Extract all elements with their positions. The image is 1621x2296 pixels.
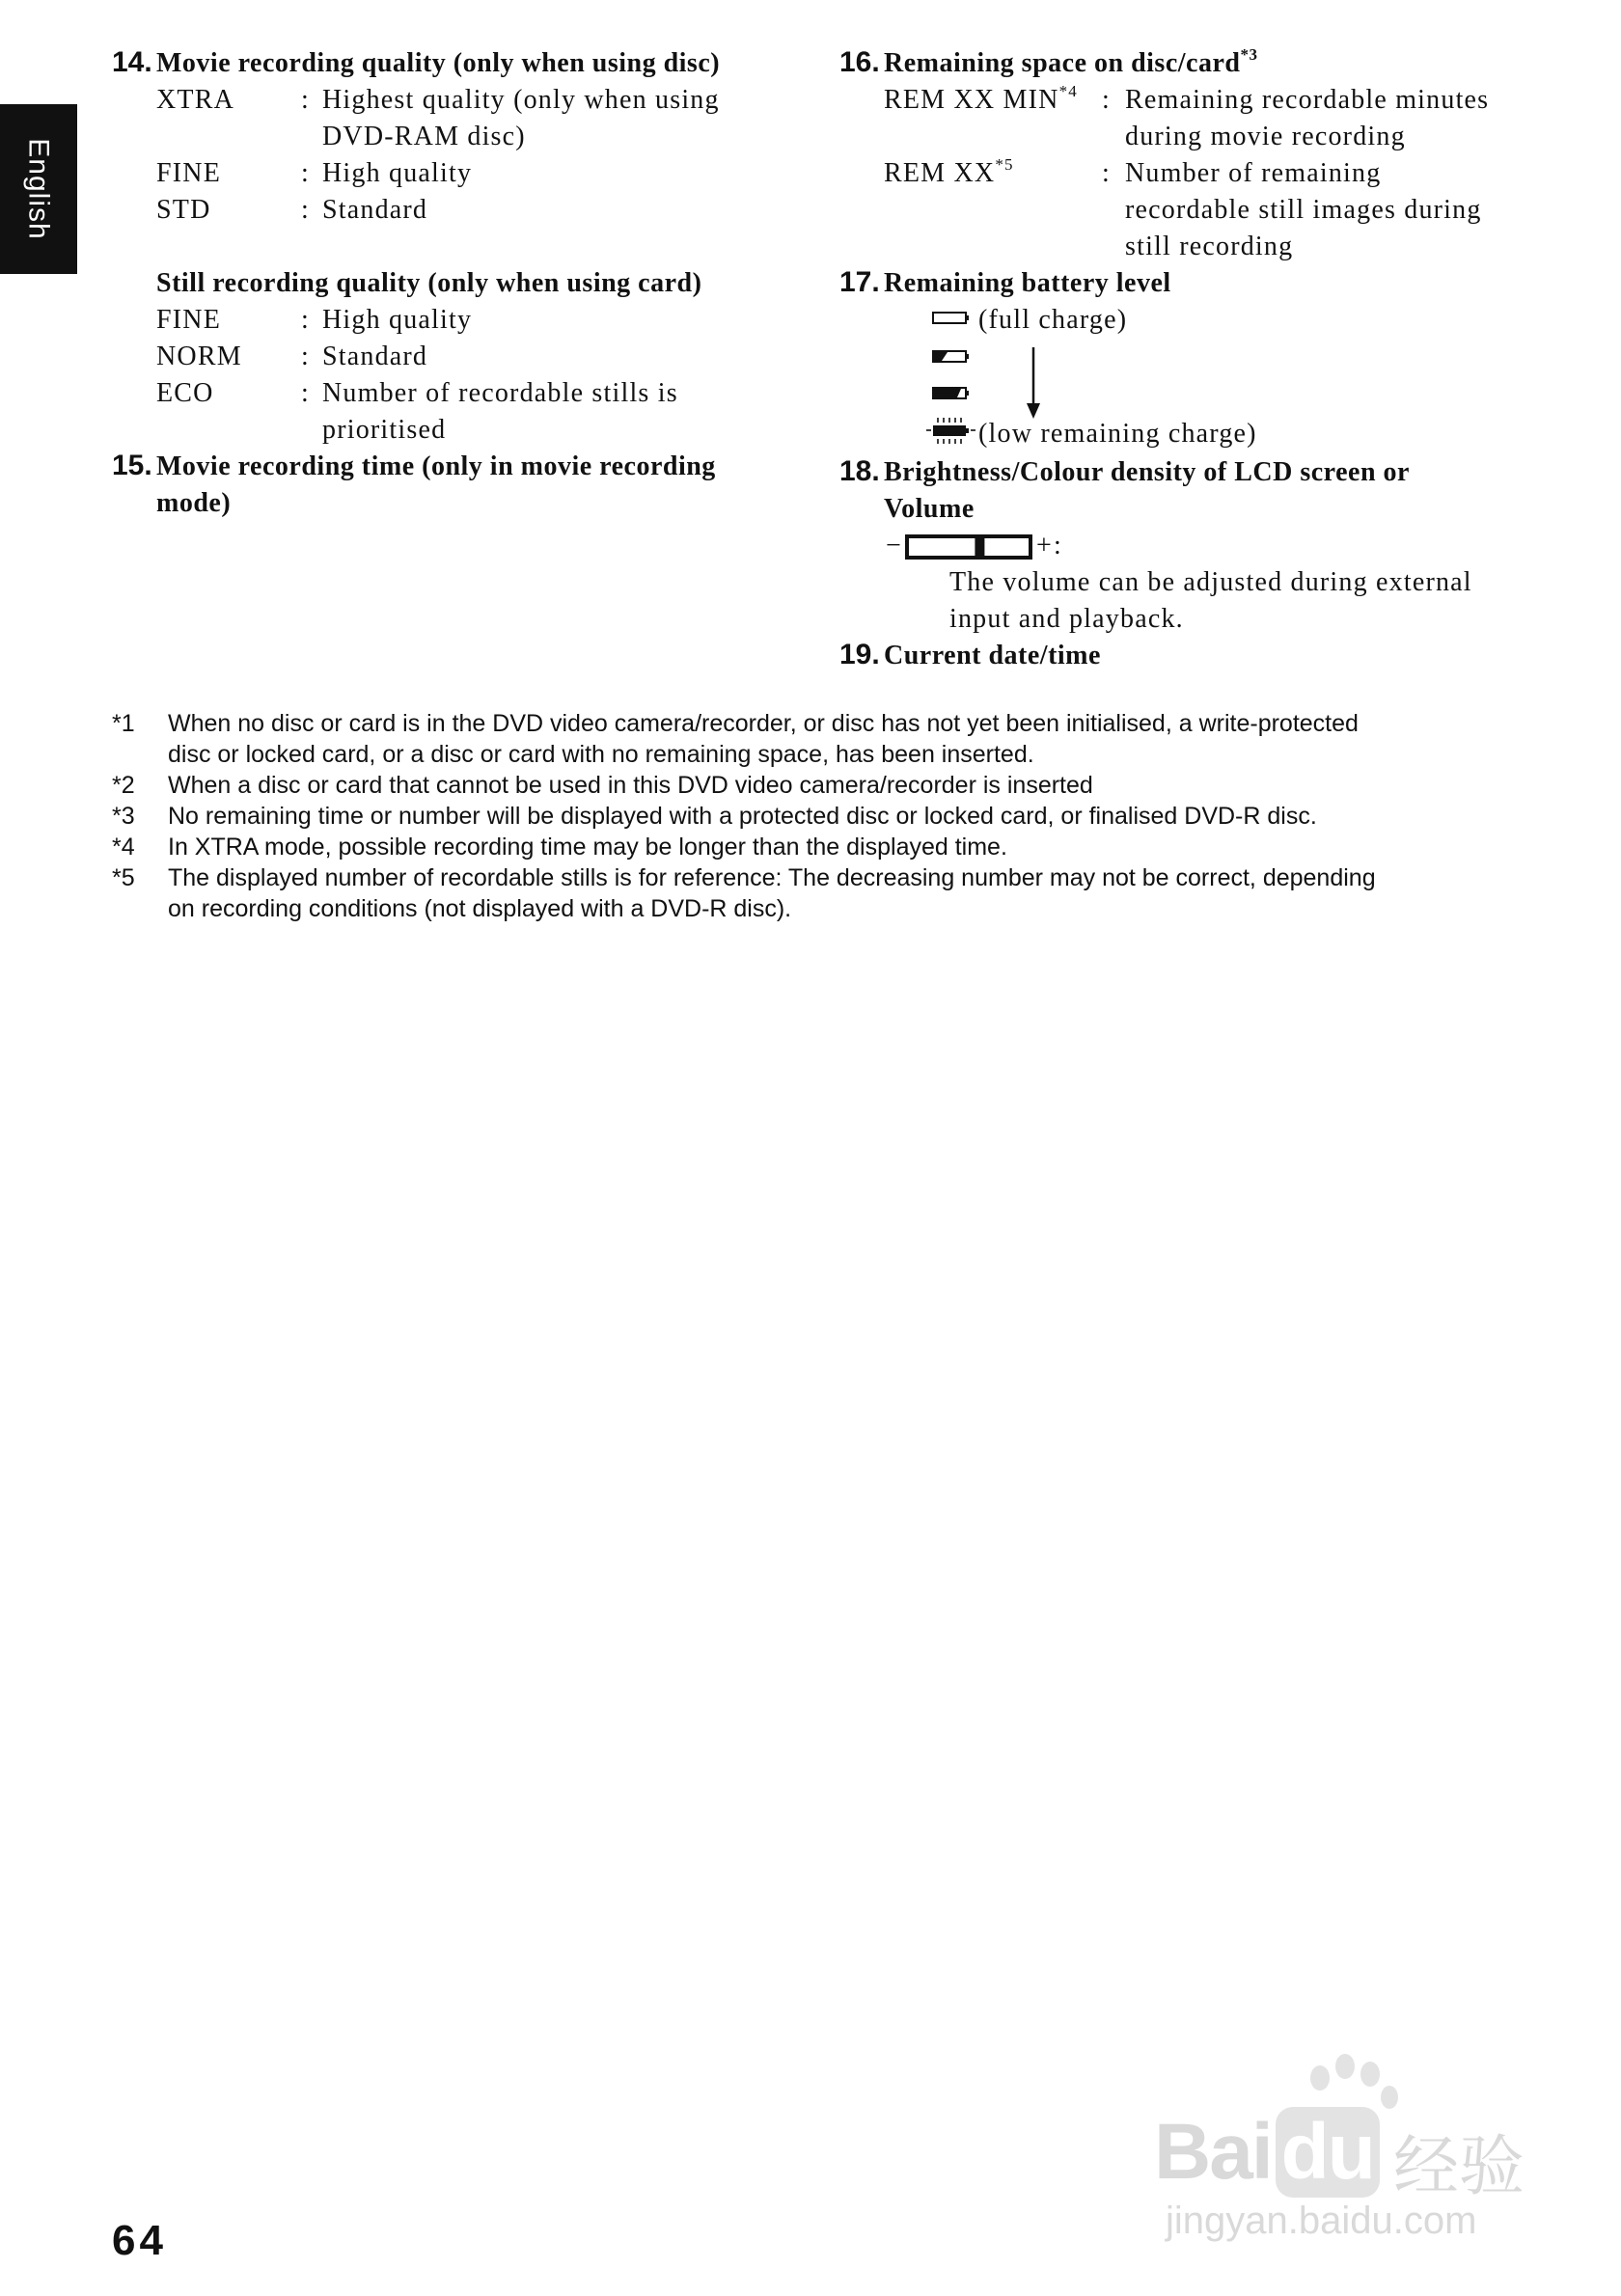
item-17-title: Remaining battery level [884, 268, 1171, 298]
item-16-title-text: Remaining space on disc/card [884, 48, 1241, 78]
item-18-number: 18. [839, 455, 880, 487]
quality-sep: : [301, 158, 310, 188]
still-val-eco: Number of recordable stills is [322, 378, 678, 408]
remaining-key-min-text: REM XX MIN [884, 85, 1059, 115]
footnote-mark: *4 [112, 834, 135, 861]
footnote-mark: *2 [112, 772, 135, 799]
remaining-val-stills-cont2: still recording [1125, 232, 1294, 261]
watermark-url: jingyan.baidu.com [1166, 2200, 1477, 2242]
footnote-text: on recording conditions (not displayed with a DVD-R disc). [168, 895, 792, 922]
item-14-number: 14. [112, 46, 152, 78]
remaining-val-min: Remaining recordable minutes [1125, 85, 1490, 115]
watermark-cn: 经验 [1393, 2129, 1525, 2205]
item-14-title: Movie recording quality (only when using disc) [156, 48, 721, 78]
still-key-eco: ECO [156, 378, 214, 408]
still-key-fine: FINE [156, 305, 222, 335]
watermark-brand-paw: du [1276, 2107, 1380, 2198]
decreasing-arrow-icon [1023, 347, 1044, 419]
remaining-key-min-ref: *4 [1058, 81, 1078, 100]
remaining-key-stills-text: REM XX [884, 158, 996, 188]
battery-low-label: (low remaining charge) [978, 419, 1257, 449]
remaining-val-stills-cont: recordable still images during [1125, 195, 1482, 225]
battery-low-blinking-icon [926, 417, 976, 446]
quality-val-fine: High quality [322, 158, 473, 188]
item-18-title-line1: Brightness/Colour density of LCD screen or [884, 457, 1410, 487]
quality-key-xtra: XTRA [156, 85, 235, 115]
footnote-mark: *1 [112, 710, 135, 737]
footnote-text: When a disc or card that cannot be used in this DVD video camera/recorder is inserted [168, 772, 1093, 799]
item-16-number: 16. [839, 46, 880, 78]
footnote-mark: *5 [112, 864, 135, 891]
footnote-text: When no disc or card is in the DVD video camera/recorder, or disc has not yet been initialised, a write-protected [168, 710, 1359, 737]
quality-val-xtra: Highest quality (only when using [322, 85, 720, 115]
battery-two-thirds-icon [932, 349, 971, 365]
remaining-val-stills: Number of remaining [1125, 158, 1382, 188]
quality-val-xtra-cont: DVD-RAM disc) [322, 122, 526, 151]
footnote-text: The displayed number of recordable stills is for reference: The decreasing number may not be correct, depending [168, 864, 1376, 891]
remaining-key-stills-ref: *5 [995, 154, 1014, 174]
remaining-key-stills [884, 154, 1014, 189]
language-side-tab [0, 104, 77, 274]
quality-key-fine: FINE [156, 158, 222, 188]
item-15-number: 15. [112, 450, 152, 481]
item-19-number: 19. [839, 639, 880, 670]
slider-knob [975, 538, 984, 556]
still-sep: : [301, 342, 310, 371]
item-17-number: 17. [839, 266, 880, 298]
language-label: English [23, 138, 55, 240]
remaining-key-min [884, 81, 1078, 116]
footnote-mark: *3 [112, 803, 135, 830]
quality-sep: : [301, 195, 310, 225]
remaining-val-min-cont: during movie recording [1125, 122, 1406, 151]
still-quality-subtitle: Still recording quality (only when using card) [156, 268, 702, 298]
item-15-title-line1: Movie recording time (only in movie recording [156, 451, 716, 481]
footnote-text: No remaining time or number will be displayed with a protected disc or locked card, or finalised DVD-R disc. [168, 803, 1317, 830]
battery-full-label: (full charge) [978, 305, 1128, 335]
remaining-sep: : [1102, 85, 1111, 115]
item-16-title [884, 44, 1258, 79]
slider-colon: : [1054, 531, 1062, 560]
battery-full-icon [932, 311, 971, 326]
still-val-eco-cont: prioritised [322, 415, 447, 445]
remaining-sep: : [1102, 158, 1111, 188]
item-15-title-line2: mode) [156, 488, 232, 518]
item-19-title: Current date/time [884, 641, 1101, 670]
still-val-norm: Standard [322, 342, 428, 371]
volume-desc-line1: The volume can be adjusted during external [949, 567, 1472, 597]
footnote-text: In XTRA mode, possible recording time may be longer than the displayed time. [168, 834, 1007, 861]
slider-plus-label: + [1036, 531, 1053, 560]
item-18-title-line2: Volume [884, 494, 975, 524]
still-val-fine: High quality [322, 305, 473, 335]
watermark-brand-text: Bai [1154, 2108, 1272, 2196]
watermark-brand [1154, 2107, 1380, 2198]
quality-val-std: Standard [322, 195, 428, 225]
battery-one-third-icon [932, 386, 971, 401]
level-slider [905, 534, 1034, 560]
slider-minus-label: − [886, 531, 902, 560]
quality-key-std: STD [156, 195, 211, 225]
footnote-text: disc or locked card, or a disc or card with no remaining space, has been inserted. [168, 741, 1034, 768]
item-16-title-footnote-ref: *3 [1240, 44, 1258, 64]
quality-sep: : [301, 85, 310, 115]
still-sep: : [301, 378, 310, 408]
volume-desc-line2: input and playback. [949, 604, 1184, 634]
still-key-norm: NORM [156, 342, 242, 371]
page-number: 64 [112, 2217, 167, 2264]
still-sep: : [301, 305, 310, 335]
